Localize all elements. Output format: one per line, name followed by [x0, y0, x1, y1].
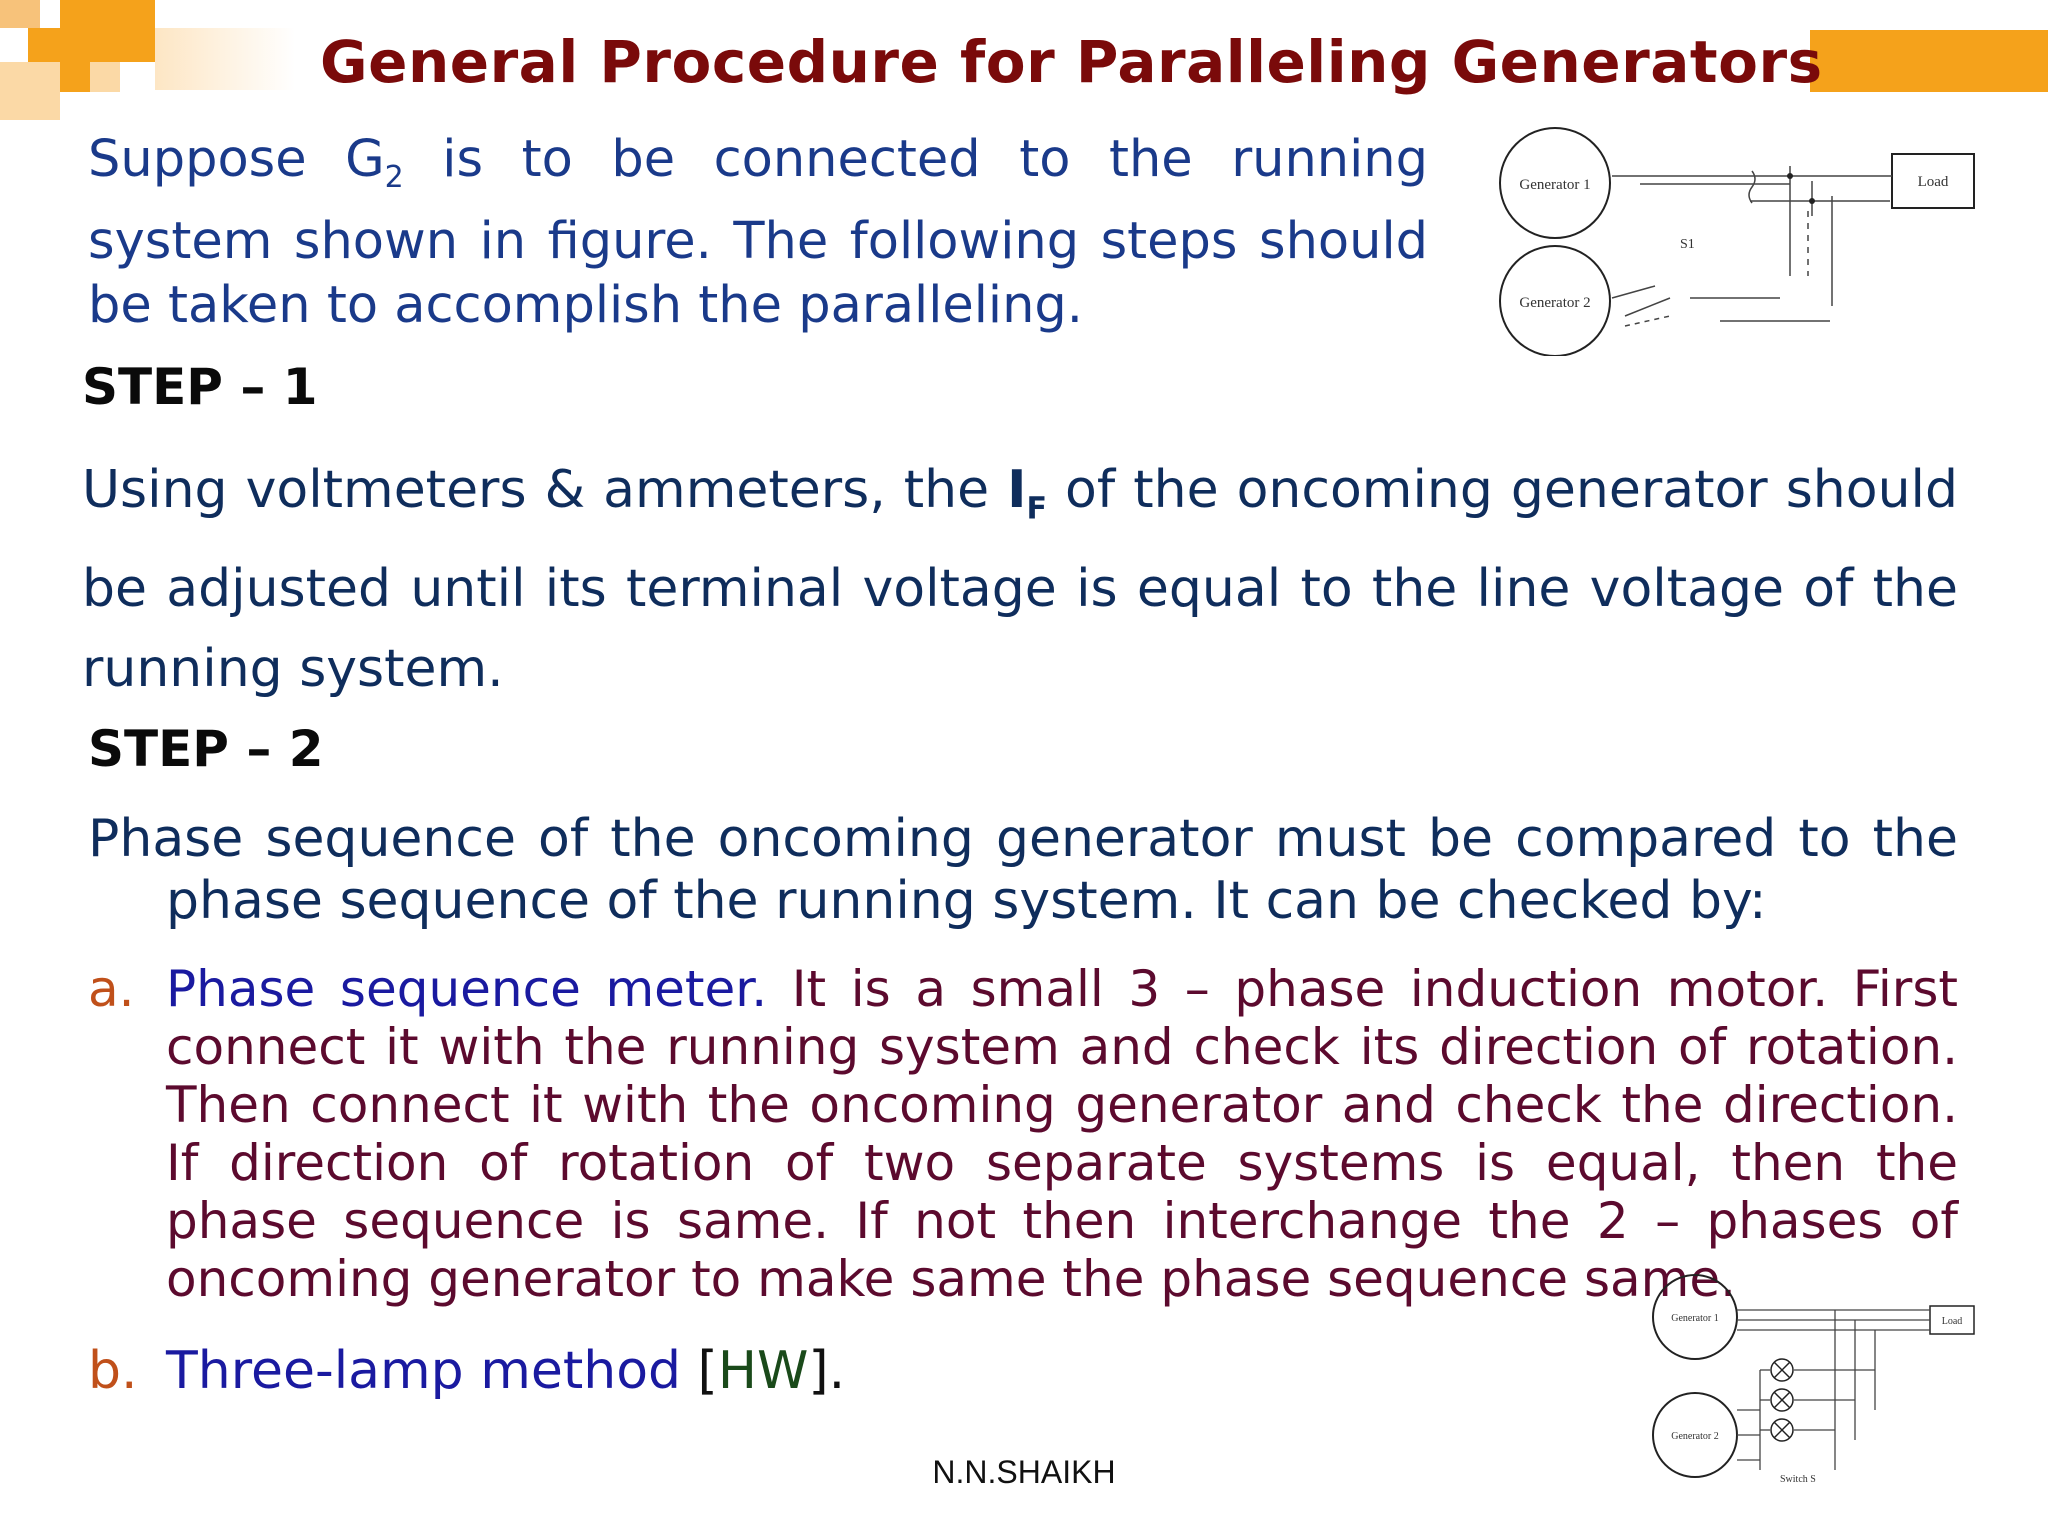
fig2-load-label: Load — [1941, 1316, 1963, 1327]
junction-dot-1 — [1787, 173, 1793, 179]
footer-author: N.N.SHAIKH — [932, 1454, 1116, 1490]
fig2-generator-2-label: Generator 2 — [1671, 1431, 1719, 1442]
step-1-heading: STEP – 1 — [82, 358, 318, 416]
list-marker-b: b. — [88, 1341, 138, 1401]
fig2-generator-1-label: Generator 1 — [1671, 1313, 1719, 1324]
step-2-heading: STEP – 2 — [88, 720, 324, 778]
generator-2-label: Generator 2 — [1519, 295, 1591, 311]
deco-block-7 — [155, 28, 295, 90]
three-lamp-lead: Three-lamp method — [166, 1341, 682, 1401]
figure-generators-load — [1490, 126, 1980, 356]
list-item-three-lamp: b. Three-lamp method [HW]. — [88, 1341, 846, 1401]
step-2-paragraph: Phase sequence of the oncoming generator must be compared to the phase sequence of the running system. It can be checked by: — [88, 809, 1958, 931]
junction-dot-2 — [1809, 198, 1815, 204]
generator-1-label: Generator 1 — [1519, 177, 1591, 193]
phase-meter-text: It is a small 3 – phase induction motor. First connect it with the running system and check its direction of rotation. Then connect it with the oncoming generator and check the direction. If direction of rotation of two separate systems is equal, then the phase sequence is same. If not then interchange the 2 – phases of oncoming generator to make same the phase sequence same. — [166, 960, 1959, 1308]
deco-block-1 — [0, 0, 40, 28]
deco-block-6 — [90, 62, 120, 92]
deco-block-4 — [0, 62, 60, 120]
lamp-icons — [1771, 1359, 1793, 1441]
phase-meter-lead: Phase sequence meter. — [166, 960, 768, 1018]
list-marker-a: a. — [88, 960, 135, 1018]
deco-bar-right — [1810, 30, 2048, 92]
load-label: Load — [1917, 174, 1949, 190]
homework-tag: HW — [717, 1341, 809, 1401]
step-1-paragraph: Using voltmeters & ammeters, the $I_F$ of the oncoming generator should be adjusted until its terminal voltage is equal to the line voltage of the running system. — [82, 460, 1958, 700]
intro-paragraph: Suppose $G_2$ is to be connected to the running system shown in figure. The following steps should be taken to accomplish the paralleling. — [88, 130, 1428, 336]
list-item-phase-meter — [88, 960, 1958, 1308]
deco-block-5 — [60, 62, 90, 92]
switch-label: S1 — [1680, 237, 1695, 252]
fig2-switch-label: Switch S — [1780, 1474, 1816, 1485]
page-title: General Procedure for Paralleling Generators — [320, 28, 1823, 96]
deco-block-2 — [60, 0, 155, 62]
deco-block-3 — [28, 28, 60, 62]
